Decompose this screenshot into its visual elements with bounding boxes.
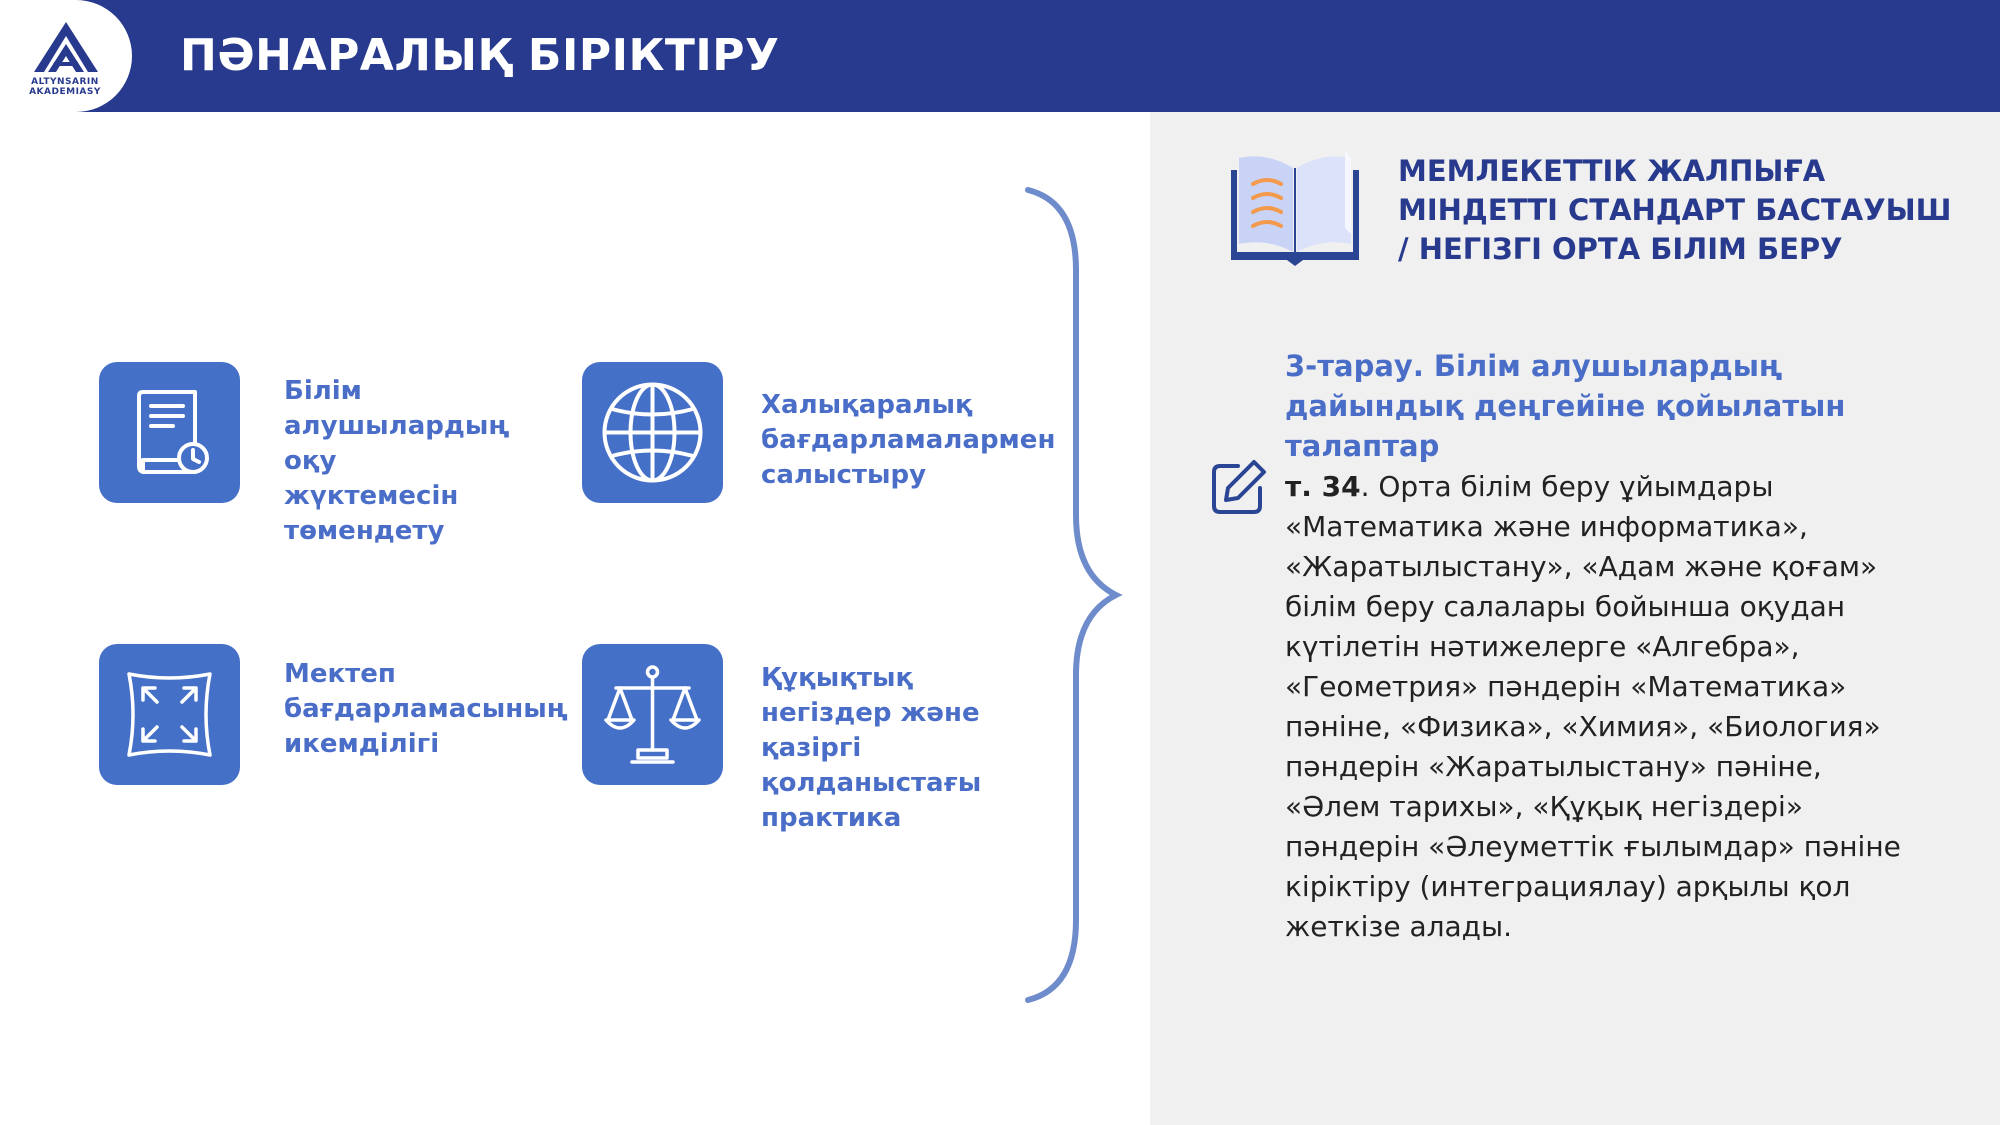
logo-text: ALTYNSARIN AKADEMIASY bbox=[29, 77, 101, 97]
paragraph-ref: т. 34 bbox=[1285, 470, 1361, 503]
open-book-icon bbox=[1225, 148, 1365, 266]
paragraph-text: . Орта білім беру ұйымдары «Математика және информатика», «Жаратылыстану», «Адам және қоғам» білім беру салалары бойынша оқудан күтілетін нәтижелерге «Алгебра», «Геометрия» пәндерін «Математика» пәніне, «Физика», «Химия», «Биология» пәндерін «Жаратылыстану» пәніне, «Әлем тарихы», «Құқық негіздері» пәндерін «Әлеуметтік ғылымдар» пәніне кіріктіру (интеграциялау) арқылы қол жеткізе алады. bbox=[1285, 470, 1901, 943]
tile-flexibility bbox=[99, 644, 240, 785]
tile-reduce-workload bbox=[99, 362, 240, 503]
globe-icon bbox=[582, 362, 723, 503]
logo[interactable] bbox=[0, 0, 132, 112]
tile-international-compare bbox=[582, 362, 723, 503]
standard-title: МЕМЛЕКЕТТІК ЖАЛПЫҒА МІНДЕТТІ СТАНДАРТ БАСТАУЫШ / НЕГІЗГІ ОРТА БІЛІМ БЕРУ bbox=[1398, 154, 1952, 266]
item-label-international-compare: Халықаралық бағдарламалармен салыстыру bbox=[761, 390, 1056, 490]
book-clock-icon bbox=[99, 362, 240, 503]
curly-brace bbox=[1016, 180, 1126, 1020]
item-label-flexibility: Мектеп бағдарламасының икемділігі bbox=[284, 659, 568, 759]
page-title: ПӘНАРАЛЫҚ БІРІКТІРУ bbox=[180, 30, 780, 81]
item-label-reduce-workload: Білім алушылардың оқу жүктемесін төмендету bbox=[284, 376, 510, 546]
logo-mark-icon bbox=[28, 18, 104, 74]
expand-arrows-icon bbox=[99, 644, 240, 785]
tile-legal-basis bbox=[582, 644, 723, 785]
section-title: 3-тарау. Білім алушылардың дайындық деңгейіне қойылатын талаптар bbox=[1285, 349, 1846, 463]
standard-paragraph bbox=[1285, 467, 1905, 947]
scales-icon bbox=[582, 644, 723, 785]
header-bar bbox=[0, 0, 2000, 112]
edit-icon bbox=[1210, 458, 1268, 516]
item-label-legal-basis: Құқықтық негіздер және қазіргі қолданыстағы практика bbox=[761, 663, 982, 833]
